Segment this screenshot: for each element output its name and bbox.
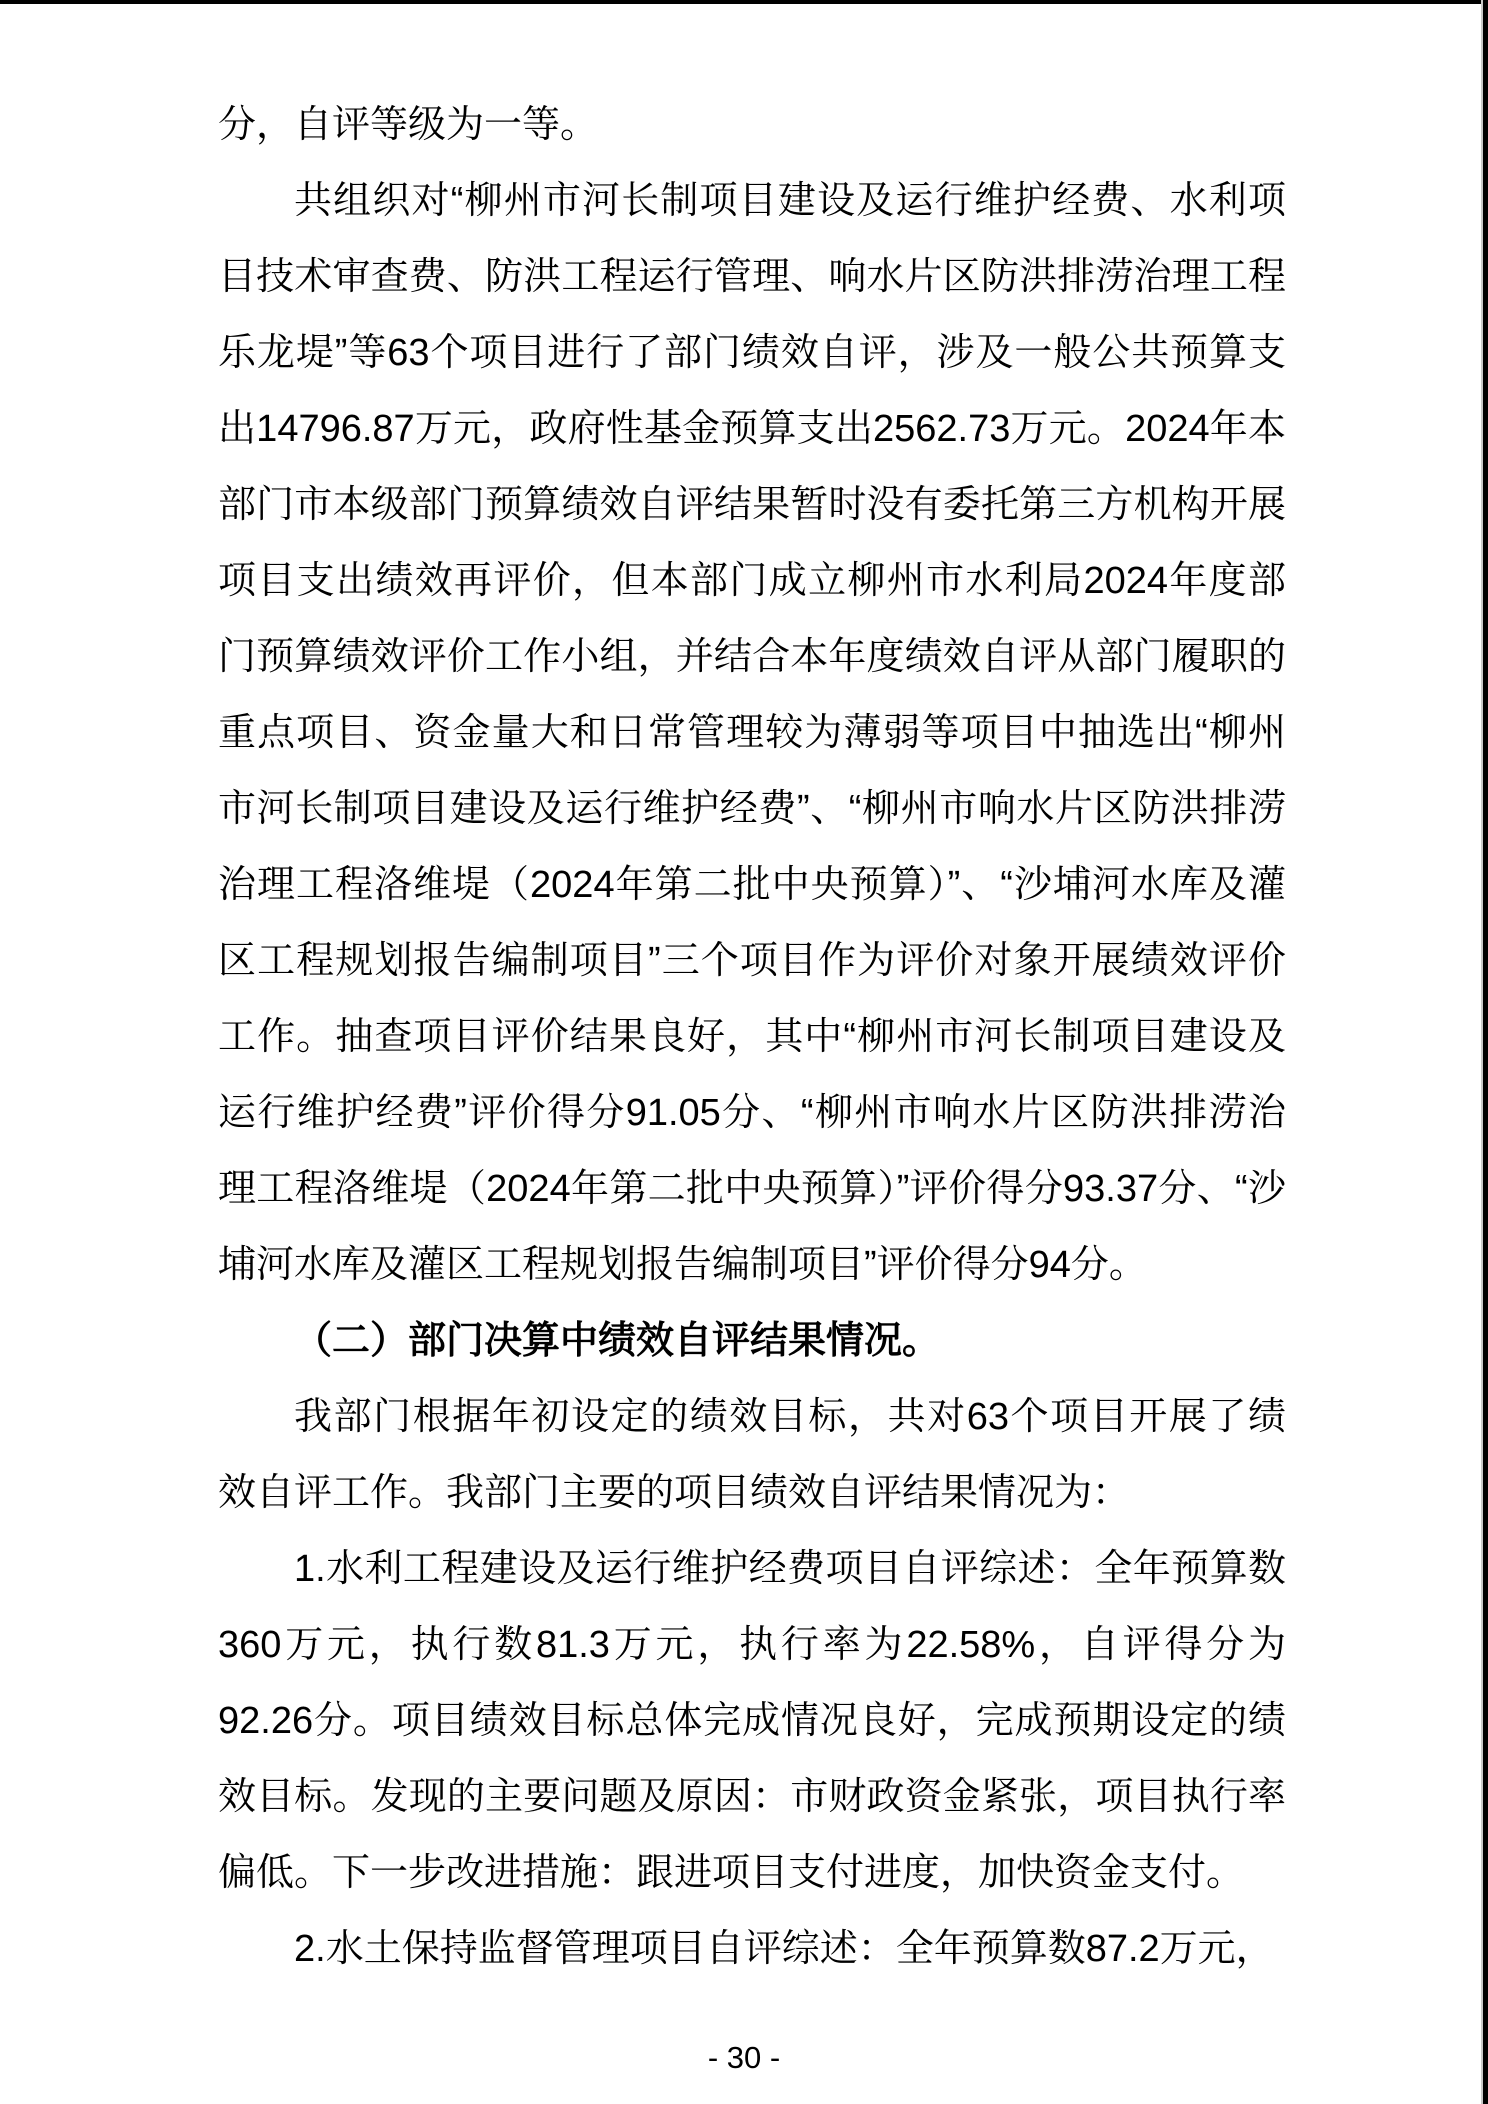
paragraph: 共组织对“柳州市河长制项目建设及运行维护经费、水利项目技术审查费、防洪工程运行管理、响水片区防洪排涝治理工程乐龙堤”等63个项目进行了部门绩效自评，涉及一般公共预算支出14796.87万元，政府性基金预算支出2562.73万元。2024年本部门市本级部门预算绩效自评结果暂时没有委托第三方机构开展项目支出绩效再评价，但本部门成立柳州市水利局2024年度部门预算绩效评价工作小组，并结合本年度绩效自评从部门履职的重点项目、资金量大和日常管理较为薄弱等项目中抽选出“柳州市河长制项目建设及运行维护经费”、“柳州市响水片区防洪排涝治理工程洛维堤（2024年第二批中央预算）”、“沙埔河水库及灌区工程规划报告编制项目”三个项目作为评价对象开展绩效评价工作。抽查项目评价结果良好，其中“柳州市河长制项目建设及运行维护经费”评价得分91.05分、“柳州市响水片区防洪排涝治理工程洛维堤（2024年第二批中央预算）”评价得分93.37分、“沙埔河水库及灌区工程规划报告编制项目”评价得分94分。 — [218, 180, 1286, 1286]
paragraph: 2.水土保持监督管理项目自评综述：全年预算数87.2万元， — [294, 1928, 1274, 1970]
scan-top-border — [0, 0, 1488, 4]
paragraph: 我部门根据年初设定的绩效目标，共对63个项目开展了绩效自评工作。我部门主要的项目绩效自评结果情况为： — [218, 1396, 1286, 1514]
paragraph: 1.水利工程建设及运行维护经费项目自评综述：全年预算数360万元，执行数81.3万元，执行率为22.58%，自评得分为92.26分。项目绩效目标总体完成情况良好，完成预期设定的绩效目标。发现的主要问题及原因：市财政资金紧张，项目执行率偏低。下一步改进措施：跟进项目支付进度，加快资金支付。 — [218, 1548, 1286, 1894]
scan-right-border — [1483, 0, 1488, 2104]
document-body — [218, 87, 1286, 1987]
paragraph-continuation: 分，自评等级为一等。 — [218, 104, 599, 146]
section-heading: （二）部门决算中绩效自评结果情况。 — [294, 1320, 941, 1362]
page-number: - 30 - — [707, 2040, 781, 2075]
